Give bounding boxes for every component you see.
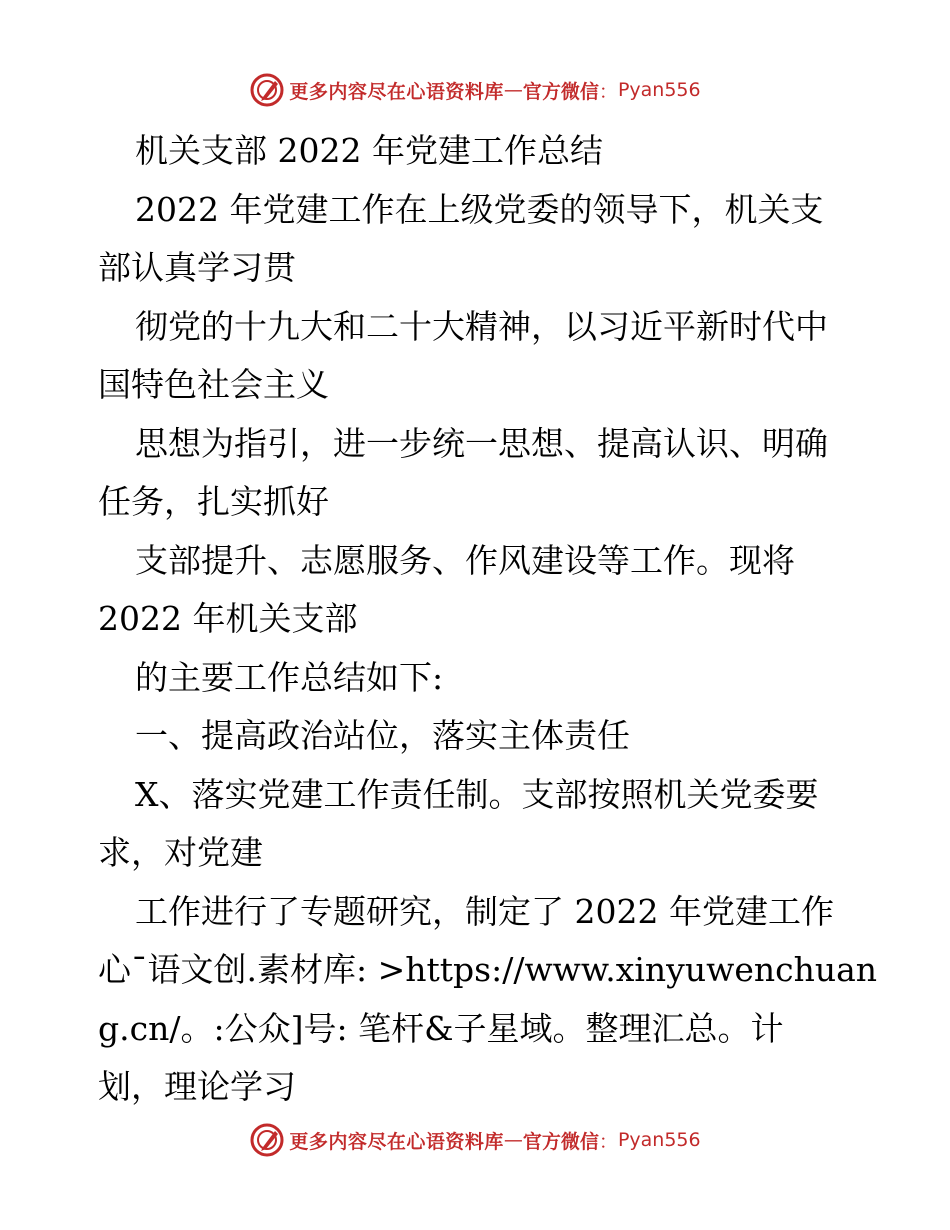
document-line: 思想为指引，进一步统一思想、提高认识、明确: [135, 423, 828, 463]
document-line: 彻党的十九大和二十大精神，以习近平新时代中: [135, 306, 828, 346]
document-line: 任务，扎实抓好: [98, 482, 329, 521]
pen-nib-logo-icon: [249, 72, 285, 108]
document-line: 求，对党建: [98, 833, 263, 872]
document-line: 的主要工作总结如下:: [135, 657, 444, 697]
document-line: 国特色社会主义: [98, 365, 329, 404]
document-line: 机关支部 2022 年党建工作总结: [135, 131, 603, 170]
banner-colon: ：: [598, 80, 618, 103]
banner-dash: —: [503, 1129, 523, 1151]
document-line: X、落实党建工作责任制。支部按照机关党委要: [135, 774, 819, 814]
document-line: 工作进行了专题研究，制定了 2022 年党建工作: [135, 891, 834, 931]
document-line: g.cn/。:公众]号: 笔杆&子星域。整理汇总。计: [98, 1008, 784, 1048]
banner-wechat-label: 官方微信: [522, 80, 599, 103]
document-body: [98, 122, 878, 1117]
document-line: 2022 年党建工作在上级党委的领导下，机关支: [135, 189, 824, 229]
banner-wechat-id: Pyan556: [617, 1129, 701, 1151]
document-line: 心¯语文创.素材库: >https://www.xinyuwenchuan: [98, 950, 878, 989]
banner-brand: 更多内容尽在心语资料库: [289, 1130, 504, 1153]
document-line: 2022 年机关支部: [98, 599, 358, 638]
banner-dash: —: [503, 79, 523, 101]
document-line: 支部提升、志愿服务、作风建设等工作。现将: [135, 540, 795, 580]
banner-brand: 更多内容尽在心语资料库: [289, 80, 504, 103]
banner-colon: ：: [598, 1130, 618, 1153]
banner-wechat-id: Pyan556: [617, 79, 701, 101]
footer-banner: [0, 1120, 950, 1160]
banner-wechat-label: 官方微信: [522, 1130, 599, 1153]
document-line: 一、提高政治站位，落实主体责任: [135, 716, 630, 755]
document-line: 划，理论学习: [98, 1067, 296, 1106]
header-banner: [0, 70, 950, 110]
document-line: 部认真学习贯: [98, 248, 296, 287]
pen-nib-logo-icon: [249, 1122, 285, 1158]
